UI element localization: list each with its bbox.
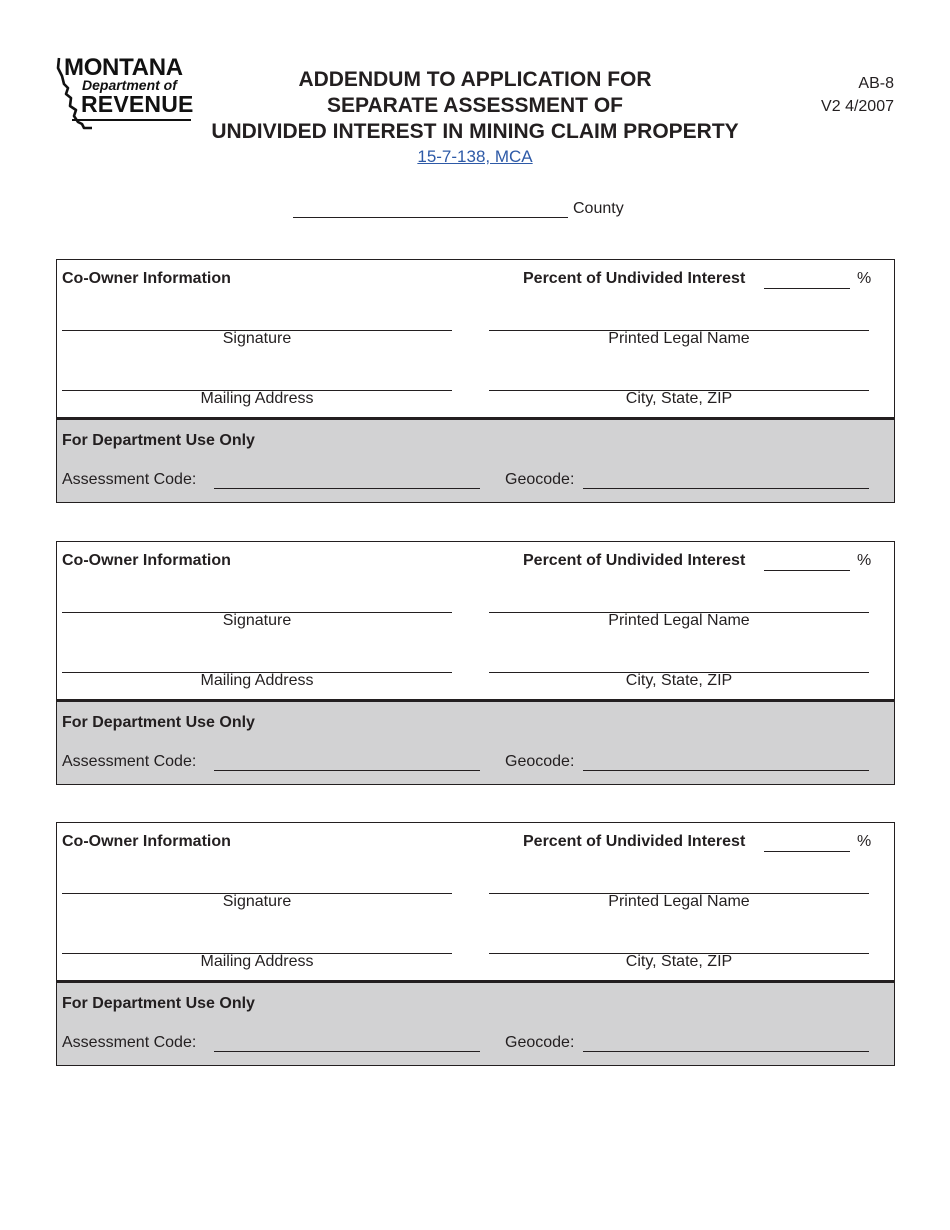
dept-use-heading: For Department Use Only: [62, 995, 255, 1012]
logo-department-of: Department of: [82, 77, 177, 93]
percent-sign: %: [857, 270, 872, 287]
title-line-1: ADDENDUM TO APPLICATION FOR: [298, 68, 652, 91]
percent-field[interactable]: [764, 851, 850, 852]
percent-field[interactable]: [764, 570, 850, 571]
department-use-section: [57, 420, 894, 502]
geocode-field[interactable]: [583, 1051, 869, 1052]
geocode-field[interactable]: [583, 770, 869, 771]
signature-caption: Signature: [222, 612, 292, 629]
city-state-zip-caption: City, State, ZIP: [625, 672, 733, 689]
assessment-code-field[interactable]: [214, 770, 480, 771]
coowner-info-section: [57, 260, 894, 420]
statute-link[interactable]: 15-7-138, MCA: [417, 147, 533, 166]
statute-reference: [160, 147, 790, 167]
form-title: [160, 67, 790, 145]
form-number: [821, 72, 894, 118]
mailing-address-caption: Mailing Address: [200, 390, 314, 407]
assessment-code-label: Assessment Code:: [62, 1034, 197, 1051]
logo-revenue: REVENUE: [81, 91, 194, 117]
county-label: County: [573, 200, 624, 217]
percent-sign: %: [857, 552, 872, 569]
coowner-block-2: [56, 541, 895, 785]
form-id: AB-8: [858, 75, 894, 92]
percent-label: Percent of Undivided Interest: [523, 833, 746, 850]
title-line-2: SEPARATE ASSESSMENT OF: [327, 94, 623, 117]
coowner-heading: Co-Owner Information: [62, 270, 231, 287]
signature-caption: Signature: [222, 330, 292, 347]
title-line-3: UNDIVIDED INTEREST IN MINING CLAIM PROPERTY: [211, 120, 739, 143]
geocode-label: Geocode:: [505, 471, 575, 488]
coowner-info-section: [57, 542, 894, 702]
form-version: V2 4/2007: [821, 98, 894, 115]
coowner-block-3: [56, 822, 895, 1066]
geocode-label: Geocode:: [505, 1034, 575, 1051]
coowner-heading: Co-Owner Information: [62, 552, 231, 569]
city-state-zip-caption: City, State, ZIP: [625, 390, 733, 407]
coowner-block-1: [56, 259, 895, 503]
assessment-code-field[interactable]: [214, 1051, 480, 1052]
printed-name-caption: Printed Legal Name: [608, 612, 750, 629]
printed-name-caption: Printed Legal Name: [608, 893, 750, 910]
mailing-address-caption: Mailing Address: [200, 672, 314, 689]
mailing-address-caption: Mailing Address: [200, 953, 314, 970]
printed-name-caption: Printed Legal Name: [608, 330, 750, 347]
coowner-info-section: [57, 823, 894, 983]
dept-use-heading: For Department Use Only: [62, 432, 255, 449]
county-row: [293, 200, 624, 218]
department-use-section: [57, 702, 894, 784]
percent-field[interactable]: [764, 288, 850, 289]
percent-label: Percent of Undivided Interest: [523, 552, 746, 569]
dept-use-heading: For Department Use Only: [62, 714, 255, 731]
percent-sign: %: [857, 833, 872, 850]
coowner-heading: Co-Owner Information: [62, 833, 231, 850]
department-use-section: [57, 983, 894, 1065]
geocode-label: Geocode:: [505, 753, 575, 770]
logo-montana: MONTANA: [64, 54, 183, 81]
assessment-code-field[interactable]: [214, 488, 480, 489]
signature-caption: Signature: [222, 893, 292, 910]
county-field[interactable]: [293, 200, 568, 218]
assessment-code-label: Assessment Code:: [62, 471, 197, 488]
assessment-code-label: Assessment Code:: [62, 753, 197, 770]
percent-label: Percent of Undivided Interest: [523, 270, 746, 287]
geocode-field[interactable]: [583, 488, 869, 489]
city-state-zip-caption: City, State, ZIP: [625, 953, 733, 970]
